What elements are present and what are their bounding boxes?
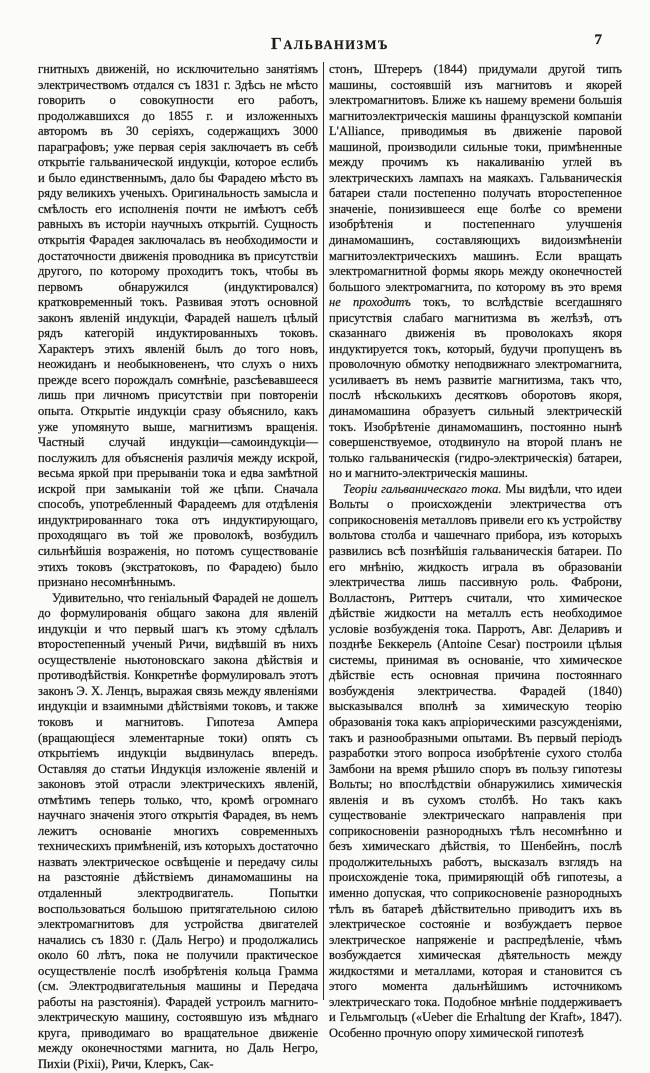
paragraph <box>38 591 318 1073</box>
column-divider-area <box>318 62 329 1002</box>
italic-text-run: Теоріи гальваническаго тока. <box>343 481 502 496</box>
running-head <box>38 34 622 56</box>
text-run: токъ, то вслѣдствіе всегдашняго присутствія слабаго магнитизма въ желѣзѣ, отъ сказаннаго движенія въ проволокахъ якоря индуктируется токъ, который, будучи пропущенъ въ проволочную обмотку неподвижнаго электромагнита, усиливаетъ въ немъ развитіе магнитизма, такъ что, послѣ нѣсколькихъ десятковъ оборотовъ якоря, динамомашина образуетъ сильный электрическій токъ. Изобрѣтеніе динамомашинъ, постоянно нынѣ совершенствуемое, отодвинуло на второй планъ не только гальваническія (гидро-электрическія) батареи, но и магнито-электрическія машины. <box>329 295 622 481</box>
text-run: гнитныхъ движеній, но исключительно занятіямъ электричествомъ отдался съ 1831 г. Здѣсь не мѣсто говорить о совокупности его работъ, продолжавшихся до 1855 г. и изложенныхъ авторомъ въ 30 серіяхъ, содержащихъ 3000 параграфовъ; уже первая серія заключаетъ въ себѣ открытіе гальванической индукціи, которое еслибъ и было единственнымъ, дало бы Фарадею мѣсто въ ряду великихъ ученыхъ. Оригинальность замысла и смѣлость его исполненія почти не имѣютъ себѣ равныхъ въ исторіи научныхъ открытій. Сущность открытія Фарадея заключалась въ необходимости и достаточности движенія проводника въ присутствіи другого, по которому проходитъ токъ, чтобы въ первомъ обнаружился (индуктировался) кратковременный токъ. Развивая этотъ основной законъ явленій индукціи, Фарадей нашелъ цѣлый рядъ категорій индуктированныхъ токовъ. Характеръ этихъ явленій былъ до того новъ, неожиданъ и необыкновененъ, что слухъ о нихъ прежде всего порождалъ сомнѣніе, разсѣевавшееся лишь при личномъ присутствіи при повтореніи опыта. Открытіе индукціи сразу объяснило, какъ уже упомянуто выше, магнитизмъ вращенія. Частный случай индукціи—самоиндукціи—послужилъ для объясненія различія между искрой, весьма яркой при прерываніи тока и едва замѣтной искрой при замыканіи той же цѣпи. Сначала способъ, употребленный Фарадеемъ для отдѣленія индуктрированнаго тока отъ индуктирующаго, проходящаго въ той же проволокѣ, возбудилъ сильнѣйшія возраженія, но потомъ существованіе этихъ токовъ (экстратоковъ, по Фарадею) было признано несомнѣннымъ. <box>38 62 318 590</box>
page-number: 7 <box>594 32 602 48</box>
text-run: Удивительно, что геніальный Фарадей не дошелъ до формулированія общаго закона для явленій индукціи и что первый шагъ къ этому сдѣлалъ второстепенный ученый Ричи, видѣвшій въ нихъ осуществленіе ньютоновскаго закона дѣйствія и противодѣйствія. Конкретнѣе формулировалъ этотъ законъ Э. Х. Ленцъ, выражая связь между явленіями индукціи и взаимными дѣйствіями токовъ, и также токовъ и магнитовъ. Гипотеза Ампера (вращающіеся элементарные токи) опять съ открытіемъ индукціи выдвинулась впередъ. Оставляя до статьи Индукція изложеніе явленій и законовъ этой отрасли электрическихъ явленій, отмѣтимъ теперь только, что, кромѣ огромнаго научнаго значенія этого открытія Фарадея, въ немъ лежитъ основаніе многихъ современныхъ техническихъ примѣненій, изъ которыхъ достаточно назвать электрическое освѣщеніе и передачу силы на разстояніе дѣйствіемъ динамомашины на отдаленный электродвигатель. Попытки воспользоваться большою притягательною силою электромагнитовъ для устройства двигателей начались съ 1830 г. (Даль Негро) и продолжались около 60 лѣтъ, пока не получили практическое осуществленіе послѣ изобрѣтенія кольца Грамма (см. Электродвигательныя машины и Передача работы на разстоянія). Фарадей устроилъ магнито-электрическую машину, состоявшую изъ мѣднаго круга, приводимаго во вращательное движеніе между оконечностями магнита, но Даль Негро, Пихіи (Pixii), Ричи, Клеркъ, Сак- <box>38 590 318 1071</box>
column-rule <box>323 62 324 1000</box>
text-block <box>38 62 622 1071</box>
text-run: Мы видѣли, что идеи Вольты о происхожденіи электричества отъ соприкосновенія металловъ привели его къ устройству вольтова столба и чашечнаго прибора, изъ которыхъ развились всѣ познѣйшія гальваническія батареи. По его мнѣнію, жидкость играла въ образованіи электричества лишь пассивную роль. Фаброни, Волластонъ, Риттеръ считали, что химическое дѣйствіе жидкости на металлъ есть необходимое условіе возбужденія тока. Парротъ, Авг. Деларивъ и позднѣе Беккерель (Antoine Cesar) построили цѣлыя системы, принимая въ основаніе, что химическое дѣйствіе есть основная причина постояннаго возбужденія электричества. Фарадей (1840) высказывался вполнѣ за химическую теорію образованія тока какъ апріорическими разсужденіями, такъ и разнообразными опытами. Въ первый періодъ разработки этого вопроса изобрѣтеніе сухого столба Замбони на время рѣшило споръ въ пользу гипотезы Вольты; но впослѣдствіи обнаружились химическія явленія и въ сухомъ столбѣ. Но такъ какъ существованіе электрическаго направленія при соприкосновеніи разнородныхъ тѣлъ несомнѣнно и безъ химическаго дѣйствія, то Шенбейнъ, послѣ продолжительныхъ работъ, высказалъ взглядъ на происхожденіе тока, примиряющій обѣ гипотезы, а именно допуская, что соприкосновеніе разнородныхъ тѣлъ въ батареѣ дѣйствительно приводитъ ихъ въ электрическое состояніе и возбуждаетъ первое электрическое напряженіе и распредѣленіе, чѣмъ возбуждается химическая дѣятельность между жидкостями и металлами, которая и становится съ этого момента дальнѣйшимъ источникомъ электрическаго тока. Подобное мнѣніе поддерживаетъ и Гельмгольцъ («Ueber die Erhaltung der Kraft», 1847). Особенно прочную опору химической гипотезѣ <box>329 481 622 1040</box>
left-column <box>38 62 318 1071</box>
page-title: ГАЛЬВАНИЗМЪ <box>271 34 389 53</box>
paragraph <box>38 62 318 591</box>
text-run: стонъ, Штереръ (1844) придумали другой типъ машины, состоявшій изъ магнитовъ и якорей электромагнитовъ. Ближе къ нашему времени большія магнитоэлектрическія машины французской компаніи L'Alliance, приводимыя въ движеніе паровой машиной, производили сильные токи, примѣненные между прочимъ къ накаливанію углей въ электрическихъ лампахъ на маякахъ. Гальваническія батареи стали постепенно получать второстепенное значеніе, понизившееся еще болѣе со времени изобрѣтенія и постепеннаго улучшенія динамомашинъ, составляющихъ видоизмѣненіи магнитоэлектрическихъ машинъ. Если вращать электромагнитной формы якорь между оконечностей большого электромагнита, по которому въ это время <box>329 62 622 294</box>
paragraph <box>329 482 622 1042</box>
right-column <box>329 62 622 1040</box>
italic-text-run: не проходитъ <box>329 295 411 310</box>
paragraph <box>329 62 622 482</box>
